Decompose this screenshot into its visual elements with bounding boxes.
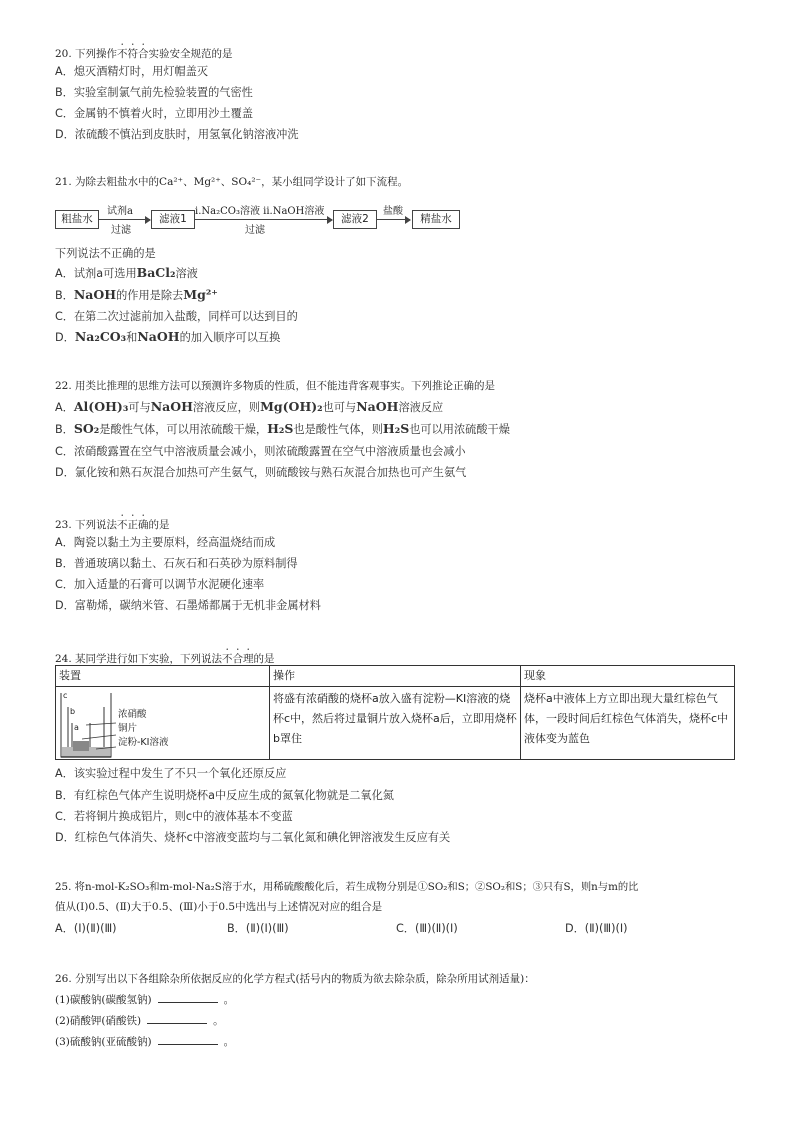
q21-lead: 下列说法不正确的是 (55, 247, 156, 260)
q23-option-c: C．加入适量的石膏可以调节水泥硬化速率 (55, 578, 265, 591)
q20-option-b: B．实验室制氯气前先检验装置的气密性 (55, 86, 253, 99)
acid-fill (73, 741, 89, 751)
q24-stem: 24. 某同学进行如下实验，下列说法不合理的是 (55, 653, 275, 665)
flow-label-filter-2: 过滤 (245, 225, 265, 236)
beaker-a-label: a (74, 723, 79, 732)
table-row (56, 687, 735, 760)
beaker-c-label: c (63, 691, 68, 700)
header-phenomenon: 现象 (521, 666, 735, 687)
q25-option-d: D．(Ⅱ)(Ⅲ)(Ⅰ) (565, 922, 628, 935)
q21-option-b: B．NaOH的作用是除去Mg²⁺ (55, 287, 218, 302)
q21-option-d: D．Na₂CO₃和NaOH的加入顺序可以互换 (55, 329, 281, 344)
q24-option-a: A．该实验过程中发生了不只一个氧化还原反应 (55, 767, 287, 780)
q22-option-a: A．Al(OH)₃可与NaOH溶液反应，则Mg(OH)₂也可与NaOH溶液反应 (55, 399, 444, 414)
flow-label-reagents: i.Na₂CO₃溶液 ii.NaOH溶液 (195, 206, 325, 217)
q20-option-c: C．金属钠不慎着火时，立即用沙土覆盖 (55, 107, 254, 120)
beaker-b-label: b (70, 707, 76, 716)
flow-box-raw-brine: 粗盐水 (55, 210, 99, 229)
flow-arrow-3 (376, 219, 410, 220)
q22-option-c: C．浓硝酸露置在空气中溶液质量会减小，则浓硫酸露置在空气中溶液质量也会减小 (55, 445, 466, 458)
q25-option-b: B．(Ⅱ)(Ⅰ)(Ⅲ) (227, 922, 289, 935)
experiment-table (55, 665, 735, 760)
flow-arrow-2 (194, 219, 332, 220)
q21-option-c: C．在第二次过滤前加入盐酸，同样可以达到目的 (55, 310, 298, 323)
answer-blank-1[interactable] (158, 993, 218, 1003)
q22-option-d: D．氯化铵和熟石灰混合加热可产生氨气，则硫酸铵与熟石灰混合加热也可产生氨气 (55, 466, 467, 479)
flow-box-filtrate-1: 滤液1 (151, 210, 195, 229)
flow-box-filtrate-2: 滤液2 (333, 210, 377, 229)
q26-item-2: (2)硝酸钾(硝酸铁) 。 (55, 1015, 224, 1027)
q25-option-c: C．(Ⅲ)(Ⅱ)(Ⅰ) (396, 922, 458, 935)
flow-box-pure-brine: 精盐水 (412, 210, 460, 229)
flow-label-filter-1: 过滤 (111, 225, 131, 236)
answer-blank-3[interactable] (158, 1035, 218, 1045)
q26-stem: 26. 分别写出以下各组除杂所依据反应的化学方程式(括号内的物质为欲去除杂质，除杂所用试剂适量)： (55, 973, 535, 985)
flow-diagram (55, 206, 475, 236)
apparatus-cell (56, 687, 270, 760)
q26-item-3: (3)硫酸钠(亚硫酸钠) 。 (55, 1036, 235, 1048)
phenomenon-cell: 烧杯a中液体上方立即出现大量红棕色气体，一段时间后红棕色气体消失，烧杯c中液体变为蓝色 (521, 687, 735, 760)
q25-stem-line2: 值从(Ⅰ)0.5、(Ⅱ)大于0.5、(Ⅲ)小于0.5中选出与上述情况对应的组合是 (55, 901, 383, 913)
q20-stem: 20. 下列操作不符合实验安全规范的是 (55, 48, 233, 60)
flow-label-reagent-a: 试剂a (107, 206, 133, 217)
beaker-apparatus-image (56, 687, 263, 761)
flow-arrow-1 (98, 219, 150, 220)
q22-option-b: B．SO₂是酸性气体，可以用浓硫酸干燥，H₂S也是酸性气体，则H₂S也可以用浓硫酸干燥 (55, 421, 510, 436)
q21-option-a: A．试剂a可选用BaCl₂溶液 (55, 265, 198, 280)
q24-option-d: D．红棕色气体消失、烧杯c中溶液变蓝均与二氧化氮和碘化钾溶液发生反应有关 (55, 831, 451, 844)
header-operation: 操作 (270, 666, 521, 687)
operation-cell: 将盛有浓硝酸的烧杯a放入盛有淀粉—KI溶液的烧杯c中，然后将过量铜片放入烧杯a后，立即用烧杯b罩住 (270, 687, 521, 760)
q25-stem-line1: 25. 将n-mol-K₂SO₃和m-mol-Na₂S溶于水，用稀硫酸酸化后，若生成物分别是①SO₂和S；②SO₂和S；③只有S，则n与m的比 (55, 881, 639, 893)
q22-stem: 22. 用类比推理的思维方法可以预测许多物质的性质，但不能违背客观事实。下列推论正确的是 (55, 380, 496, 392)
q24-option-c: C．若将铜片换成铝片，则c中的液体基本不变蓝 (55, 810, 293, 823)
q26-item-1: (1)碳酸钠(碳酸氢钠) 。 (55, 994, 235, 1006)
label-starch-ki: 淀粉-KI溶液 (118, 737, 169, 748)
answer-blank-2[interactable] (147, 1014, 207, 1024)
flow-label-hcl: 盐酸 (383, 206, 403, 217)
q20-option-a: A．熄灭酒精灯时，用灯帽盖灭 (55, 65, 209, 78)
label-conc-nitric-acid: 浓硝酸 (118, 709, 147, 720)
table-header-row (56, 666, 735, 687)
label-copper-sheet: 铜片 (118, 723, 138, 734)
q23-option-d: D．富勒烯，碳纳米管、石墨烯都属于无机非金属材料 (55, 599, 321, 612)
q25-option-a: A．(Ⅰ)(Ⅱ)(Ⅲ) (55, 922, 117, 935)
q23-stem: 23. 下列说法不正确的是 (55, 519, 170, 531)
q24-option-b: B．有红棕色气体产生说明烧杯a中反应生成的氮氧化物就是二氧化氮 (55, 789, 394, 802)
q23-option-b: B．普通玻璃以黏土、石灰石和石英砂为原料制得 (55, 557, 298, 570)
q21-stem: 21. 为除去粗盐水中的Ca²⁺、Mg²⁺、SO₄²⁻，某小组同学设计了如下流程。 (55, 176, 409, 188)
header-apparatus: 装置 (56, 666, 270, 687)
q23-option-a: A．陶瓷以黏土为主要原料，经高温烧结而成 (55, 536, 276, 549)
q20-option-d: D．浓硫酸不慎沾到皮肤时，用氢氧化钠溶液冲洗 (55, 128, 299, 141)
